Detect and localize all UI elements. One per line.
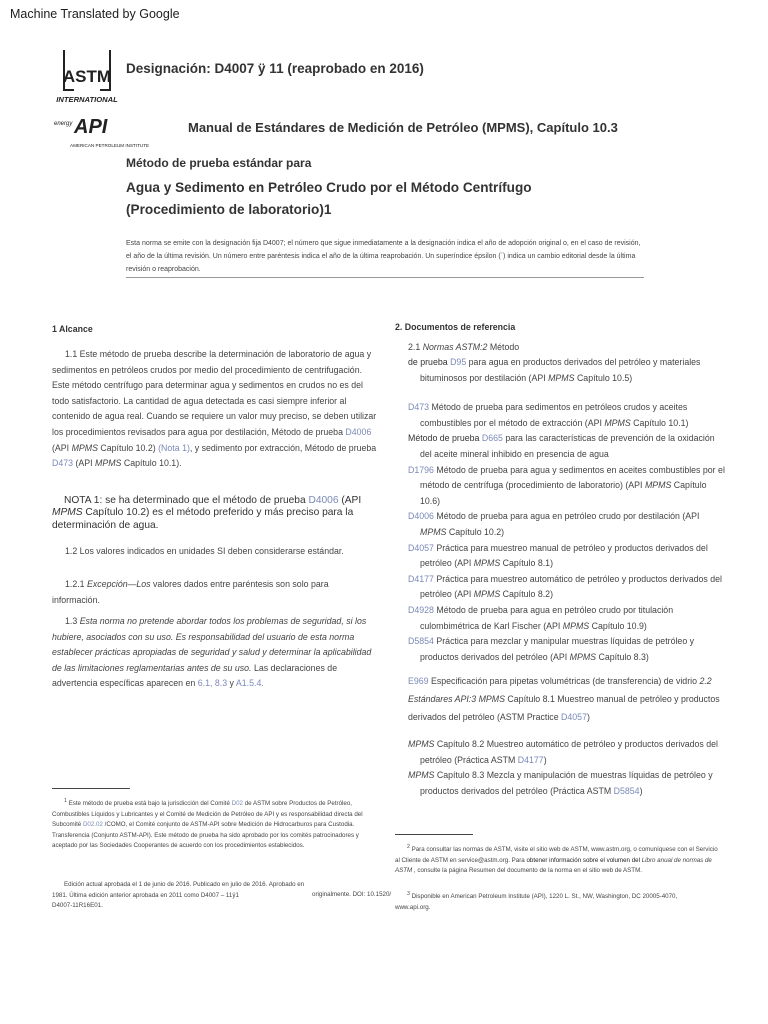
link-a1-5-4[interactable]: A1.5.4. — [235, 678, 264, 689]
link-d5854[interactable]: D5854 — [408, 636, 434, 647]
link-d95[interactable]: D95 — [450, 357, 467, 367]
reference-item: D473 Método de prueba para sedimentos en petróleos crudos y aceites combustibles por el método de extracción (API MPMS Capítulo 10.1) — [408, 402, 689, 428]
subsection-2-1: 2.1 Normas ASTM:2 Método — [408, 342, 520, 352]
api-logo-subtext: AMERICAN PETROLEUM INSTITUTE — [70, 143, 150, 148]
astm-logo — [54, 44, 120, 110]
footnote-1: $^1$ Este método de prueba está bajo la jurisdicción del Comité D02 de ASTM sobre Productos de Petróleo, Combustibles Líquidos y Lubricantes y el Comité de Medición de Petróleo de API y es responsabilidad directa del Subcomité D02.02 /COMO, el Comité conjunto de ASTM-API sobre Medición de Hidrocarburos para Custodia. Transferencia (Conjunto ASTM-API). Este método de prueba ha sido aprobado por los comités patrocinadores y aceptado por las Sociedades Cooperantes de acuerdo con los procedimientos establecidos. — [52, 798, 363, 850]
api-logo-text: API — [74, 116, 108, 138]
paragraph-1-1: 1.1 Este método de prueba describe la determinación de laboratorio de agua y sedimentos en petróleos crudos por medio del procedimiento de centrifugación. Este método centrífugo para determinar agua y sedimentos en crudos no es del todo satisfactorio. La cantidad de agua detectada es casi siempre inferior al contenido de agua real. Cuando se requiere un valor muy preciso, se deben utilizar los procedimientos revisados para agua por destilación, Método de prueba D4006 (API MPMS Capítulo 10.2) (Nota 1), y sedimento por extracción, Método de prueba D473 (API MPMS Capítulo 10.1). — [52, 349, 377, 469]
footnote-divider-right — [395, 834, 473, 835]
reference-item: de prueba D95 para agua en productos derivados del petróleo y materiales bituminosos por destilación (API MPMS Capítulo 10.5) — [408, 357, 701, 383]
reference-mpms-8-3: MPMS Capítulo 8.3 Mezcla y manipulación de muestras líquidas de petróleo y productos derivados del petróleo (Práctica ASTM D5854) — [408, 770, 713, 796]
link-note-1[interactable]: (Nota 1) — [158, 442, 190, 453]
document-title — [126, 177, 646, 221]
edition-note: Edición actual aprobada el 1 de junio de 2016. Publicado en julio de 2016. Aprobado en 1981. Última edición anterior aprobada en 2011 como D4007 – 11ÿ1 D4007-11R16E01. — [52, 881, 305, 909]
reference-item: D4006 Método de prueba para agua en petróleo crudo por destilación (API MPMS Capítulo 10.2) — [408, 511, 700, 537]
api-energy-text: energy — [54, 121, 73, 127]
reference-list — [408, 355, 726, 665]
edition-doi: originalmente. DOI: 10.1520/ — [312, 891, 392, 898]
link-d4006-ref[interactable]: D4006 — [408, 511, 434, 522]
link-d4006[interactable]: D4006 — [345, 426, 372, 437]
footnote-divider-left — [52, 788, 130, 789]
reference-item: D1796 Método de prueba para agua y sedimentos en aceites combustibles por el método de centrífuga (procedimiento de laboratorio) (API MPMS Capítulo 10.6) — [408, 464, 725, 506]
reference-e969: E969 Especificación para pipetas volumétricas (de transferencia) de vidrio 2.2 Estándares API:3 MPMS Capítulo 8.1 Muestreo manual de petróleo y productos derivados del petróleo (ASTM Practice D4057) — [408, 676, 720, 722]
link-d4057-practice[interactable]: D4057 — [561, 712, 587, 722]
title-line-2: (Procedimiento de laboratorio)1 — [126, 202, 332, 217]
paragraph-1-2-1: 1.2.1 Excepción—Los valores dados entre paréntesis son solo para información. — [52, 579, 329, 605]
link-d473[interactable]: D473 — [52, 458, 74, 469]
machine-translation-banner: Machine Translated by Google — [10, 7, 180, 21]
footnote-3: $^3$ Disponible en American Petroleum Institute (API), 1220 L. St., NW, Washington, DC 20005-4070, www.api.org. — [395, 891, 678, 911]
reference-mpms-8-2: MPMS Capítulo 8.2 Muestreo automático de petróleo y productos derivados del petróleo (Práctica ASTM D4177) — [408, 739, 719, 765]
designation-notice: Esta norma se emite con la designación fija D4007; el número que sigue inmediatamente a la designación indica el año de adopción original o, en el caso de revisión, el año de la última revisión. Un número entre paréntesis indica el año de la última reaprobación. Un superíndice épsilon (´) indica un cambio editorial desde la última revisión o reaprobación. — [126, 240, 641, 273]
astm-logo-text: ASTM — [62, 67, 112, 86]
reference-item: D4177 Práctica para muestreo automático de petróleo y productos derivados del petróleo (API MPMS Capítulo 8.2) — [408, 573, 722, 600]
method-intro: Método de prueba estándar para — [126, 156, 312, 170]
reference-item: Método de prueba D665 para las características de prevención de la oxidación del aceite mineral inhibido en presencia de agua — [408, 433, 715, 459]
link-d4177[interactable]: D4177 — [408, 573, 434, 584]
manual-chapter: Manual de Estándares de Medición de Petróleo (MPMS), Capítulo 10.3 — [188, 120, 618, 135]
link-d1796[interactable]: D1796 — [408, 464, 434, 475]
reference-item: D5854 Práctica para mezclar y manipular muestras líquidas de petróleo y productos derivados del petróleo (API MPMS Capítulo 8.3) — [408, 636, 695, 662]
designation: Designación: D4007 ÿ 11 (reaprobado en 2016) — [126, 61, 424, 76]
link-d4057[interactable]: D4057 — [408, 542, 434, 553]
link-d4928[interactable]: D4928 — [408, 604, 434, 615]
link-d4177-practice[interactable]: D4177 — [517, 754, 544, 765]
scope-heading: 1 Alcance — [52, 324, 93, 334]
header-divider — [126, 277, 644, 278]
footnote-2: $^2$ Para consultar las normas de ASTM, visite el sitio web de ASTM, www.astm.org, o comuníquese con el Servicio al Cliente de ASTM en service@astm.org. Para obtener información sobre el volumen del Libro anual de normas de ASTM , consulte la página Resumen del documento de la norma en el sitio web de ASTM. — [395, 844, 718, 875]
link-e969[interactable]: E969 — [408, 676, 429, 686]
link-d5854-practice[interactable]: D5854 — [613, 785, 640, 796]
title-line-1: Agua y Sedimento en Petróleo Crudo por el Método Centrífugo — [126, 180, 532, 195]
note-1: NOTA 1: se ha determinado que el método de prueba D4006 (API MPMS Capítulo 10.2) es el método preferido y más preciso para la determinación de agua. — [52, 495, 362, 531]
api-logo — [54, 114, 186, 150]
paragraph-1-3: 1.3 Esta norma no pretende abordar todos los problemas de seguridad, si los hubiere, asociados con su uso. Es responsabilidad del usuario de esta norma establecer prácticas apropiadas de seguridad y salud y determinar la aplicabilidad de las limitaciones reglamentarias antes de su uso. Las declaraciones de advertencia específicas aparecen en 6.1, 8.3 y A1.5.4. — [52, 616, 372, 689]
link-sections[interactable]: 6.1, 8.3 — [197, 678, 228, 689]
link-d473-ref[interactable]: D473 — [408, 402, 430, 413]
astm-logo-subtext: INTERNATIONAL — [56, 95, 118, 104]
paragraph-1-2: 1.2 Los valores indicados en unidades SI deben considerarse estándar. — [65, 546, 344, 556]
reference-item: D4928 Método de prueba para agua en petróleo crudo por titulación culombimétrica de Karl Fischer (API MPMS Capítulo 10.9) — [408, 604, 674, 631]
link-d665[interactable]: D665 — [481, 433, 503, 444]
references-heading: 2. Documentos de referencia — [395, 322, 516, 332]
link-d4006-note[interactable]: D4006 — [308, 495, 339, 506]
reference-item: D4057 Práctica para muestreo manual de petróleo y productos derivados del petróleo (API MPMS Capítulo 8.1) — [408, 542, 708, 569]
